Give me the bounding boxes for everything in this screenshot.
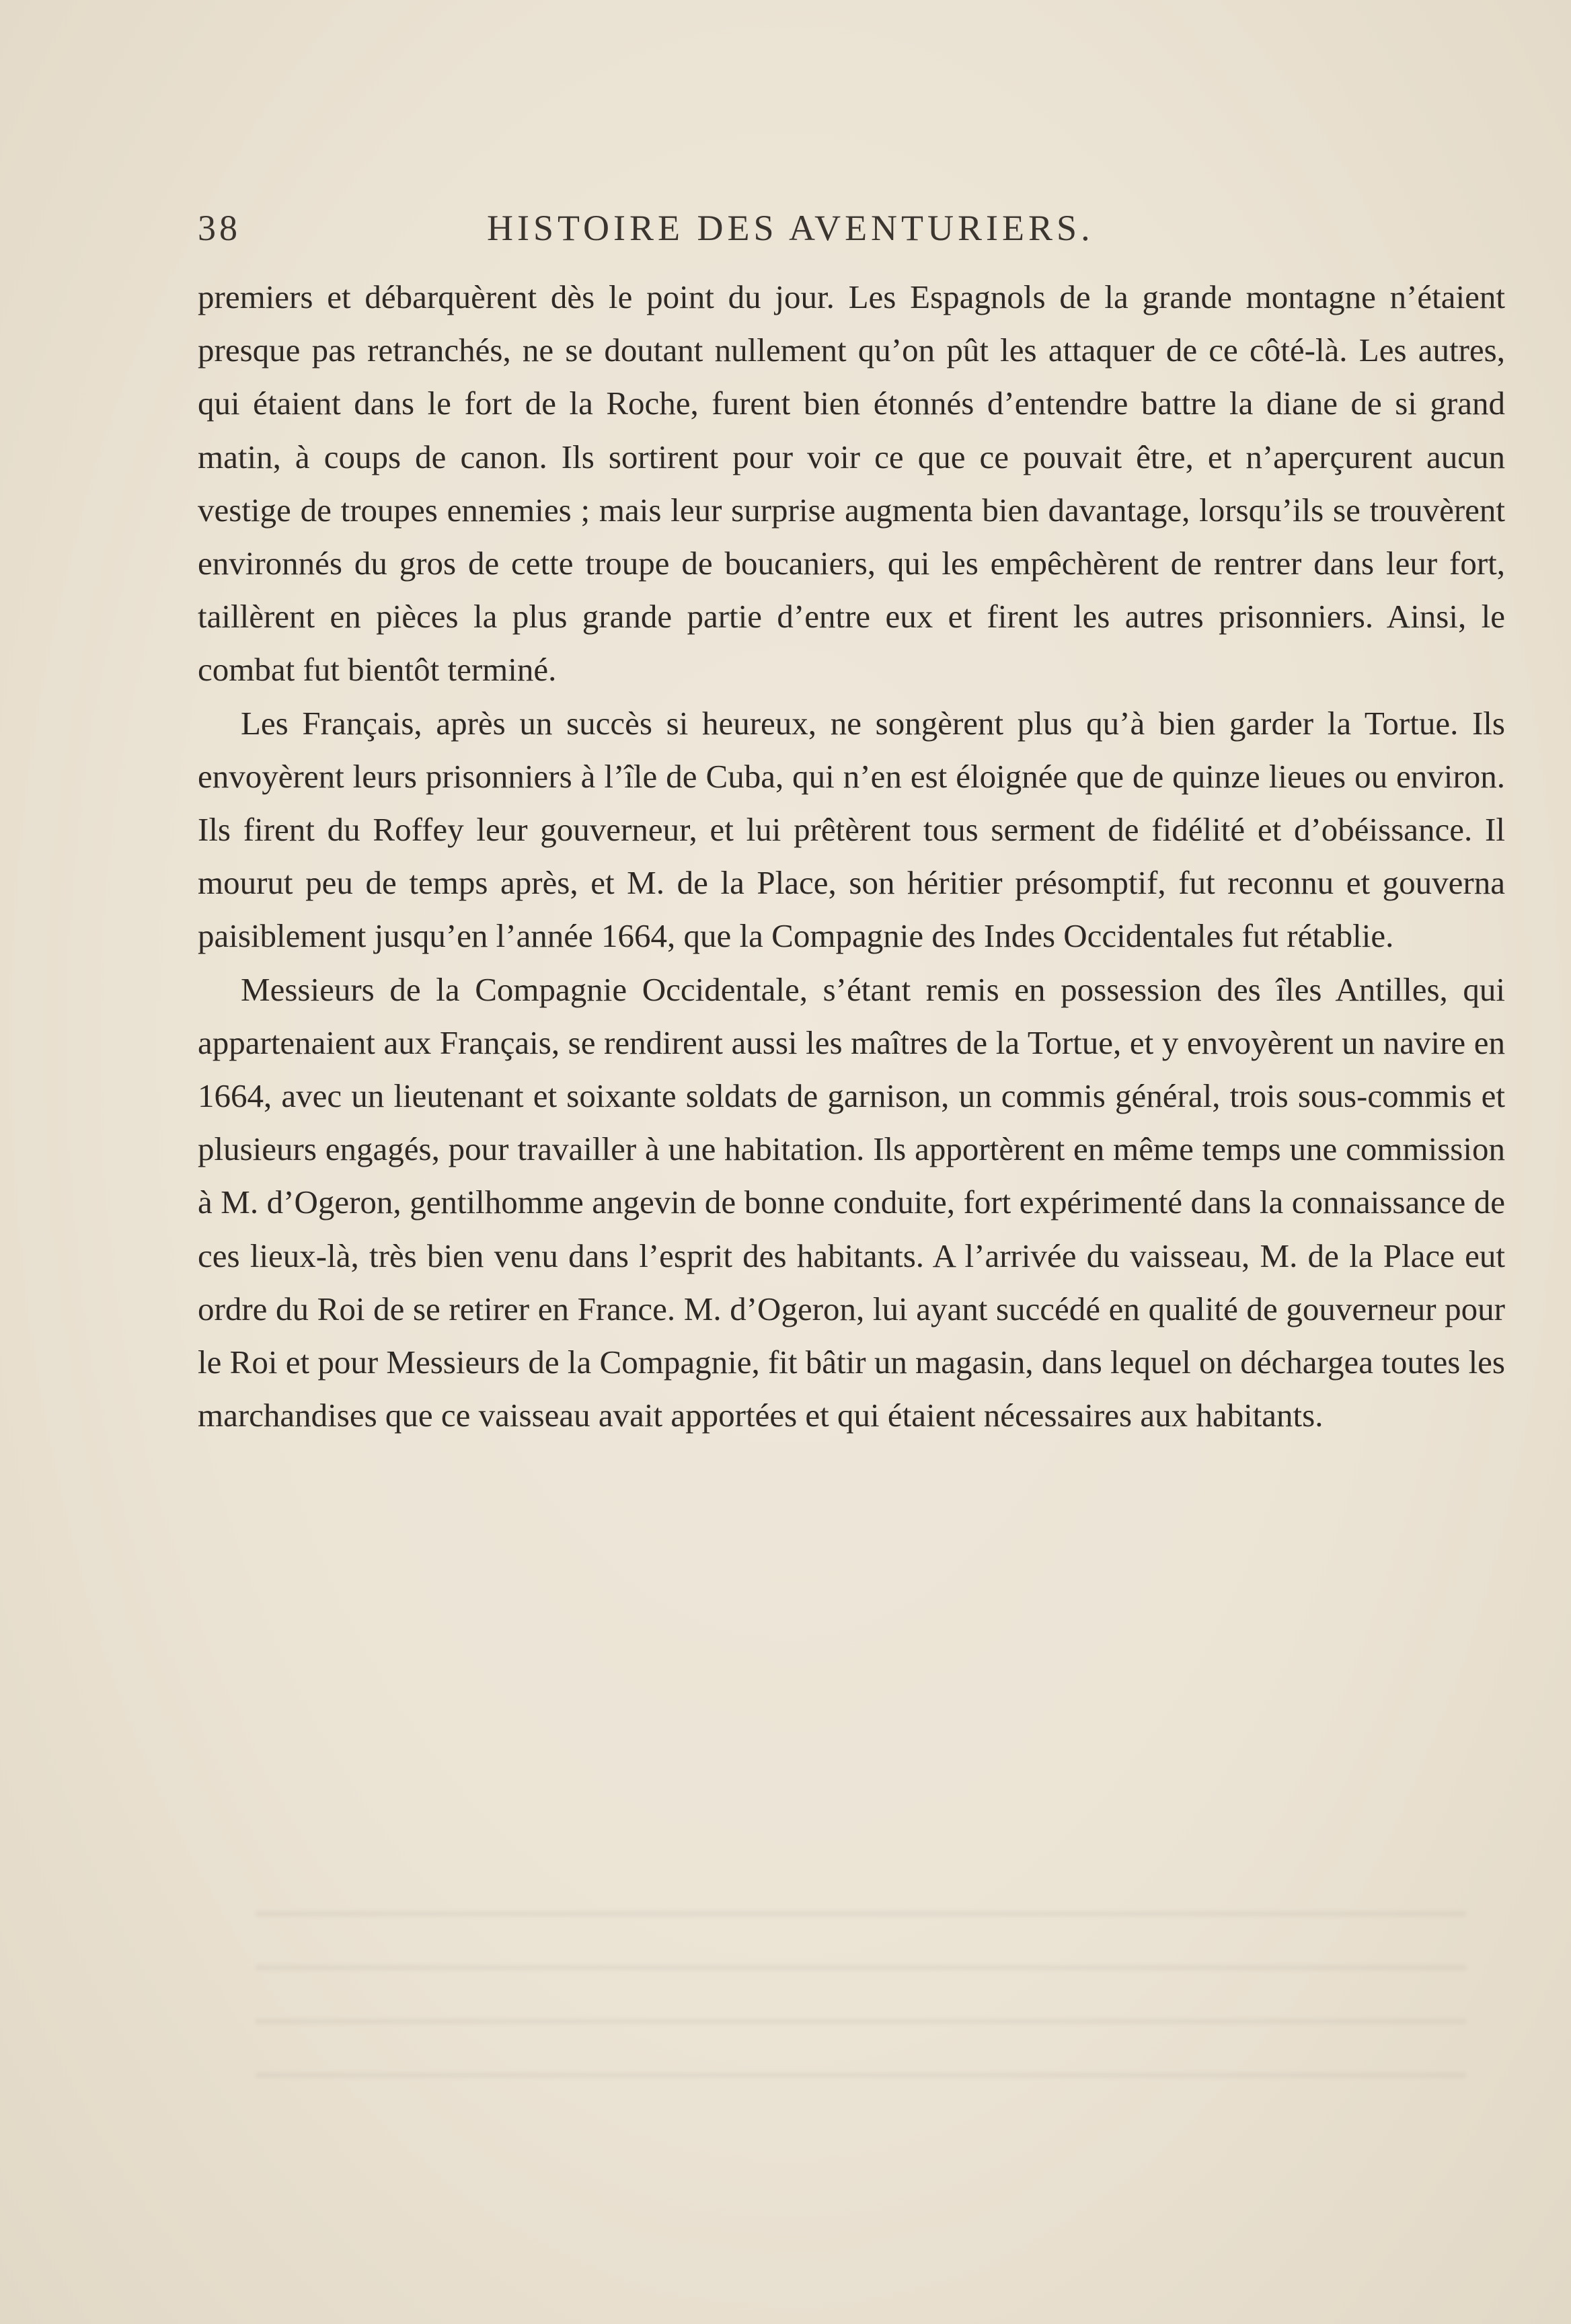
- paragraph-2: Les Français, après un succès si heureux, ne songèrent plus qu’à bien garder la Tortue. Ils envoyèrent leurs prisonniers à l’île de Cuba, qui n’en est éloignée que de quinze lieues ou environ. Ils firent du Roffey leur gouverneur, et lui prêtèrent tous serment de fidélité et d’obéissance. Il mourut peu de temps après, et M. de la Place, son héritier présomptif, fut reconnu et gouverna paisiblement jusqu’en l’année 1664, que la Compagnie des Indes Occidentales fut rétablie.: [198, 704, 1505, 955]
- body-text: [198, 270, 1505, 1442]
- paragraph-1: premiers et débarquèrent dès le point du jour. Les Espagnols de la grande montagne n’étaient presque pas retranchés, ne se doutant nullement qu’on pût les attaquer de ce côté-là. Les autres, qui étaient dans le fort de la Roche, furent bien étonnés d’entendre battre la diane de si grand matin, à coups de canon. Ils sortirent pour voir ce que ce pouvait être, et n’aperçurent aucun vestige de troupes ennemies ; mais leur surprise augmenta bien davantage, lorsqu’ils se trouvèrent environnés du gros de cette troupe de boucaniers, qui les empêchèrent de rentrer dans leur fort, taillèrent en pièces la plus grande partie d’entre eux et firent les autres prisonniers. Ainsi, le combat fut bientôt terminé.: [198, 278, 1505, 689]
- paragraph-3: Messieurs de la Compagnie Occidentale, s’étant remis en possession des îles Antilles, qui appartenaient aux Français, se rendirent aussi les maîtres de la Tortue, et y envoyèrent un navire en 1664, avec un lieutenant et soixante soldats de garnison, un commis général, trois sous-commis et plusieurs engagés, pour travailler à une habitation. Ils apportèrent en même temps une commission à M. d’Ogeron, gentilhomme angevin de bonne conduite, fort expérimenté dans la connaissance de ces lieux-là, très bien venu dans l’esprit des habitants. A l’arrivée du vaisseau, M. de la Place eut ordre du Roi de se retirer en France. M. d’Ogeron, lui ayant succédé en qualité de gouverneur pour le Roi et pour Messieurs de la Compagnie, fit bâtir un magasin, dans lequel on déchargea toutes les marchandises que ce vaisseau avait apportées et qui étaient nécessaires aux habitants.: [198, 970, 1505, 1434]
- show-through-texture: [256, 1876, 1466, 2098]
- page-number: 38: [198, 208, 241, 248]
- running-title: HISTOIRE DES AVENTURIERS.: [487, 208, 1094, 248]
- page-header: [198, 207, 1231, 261]
